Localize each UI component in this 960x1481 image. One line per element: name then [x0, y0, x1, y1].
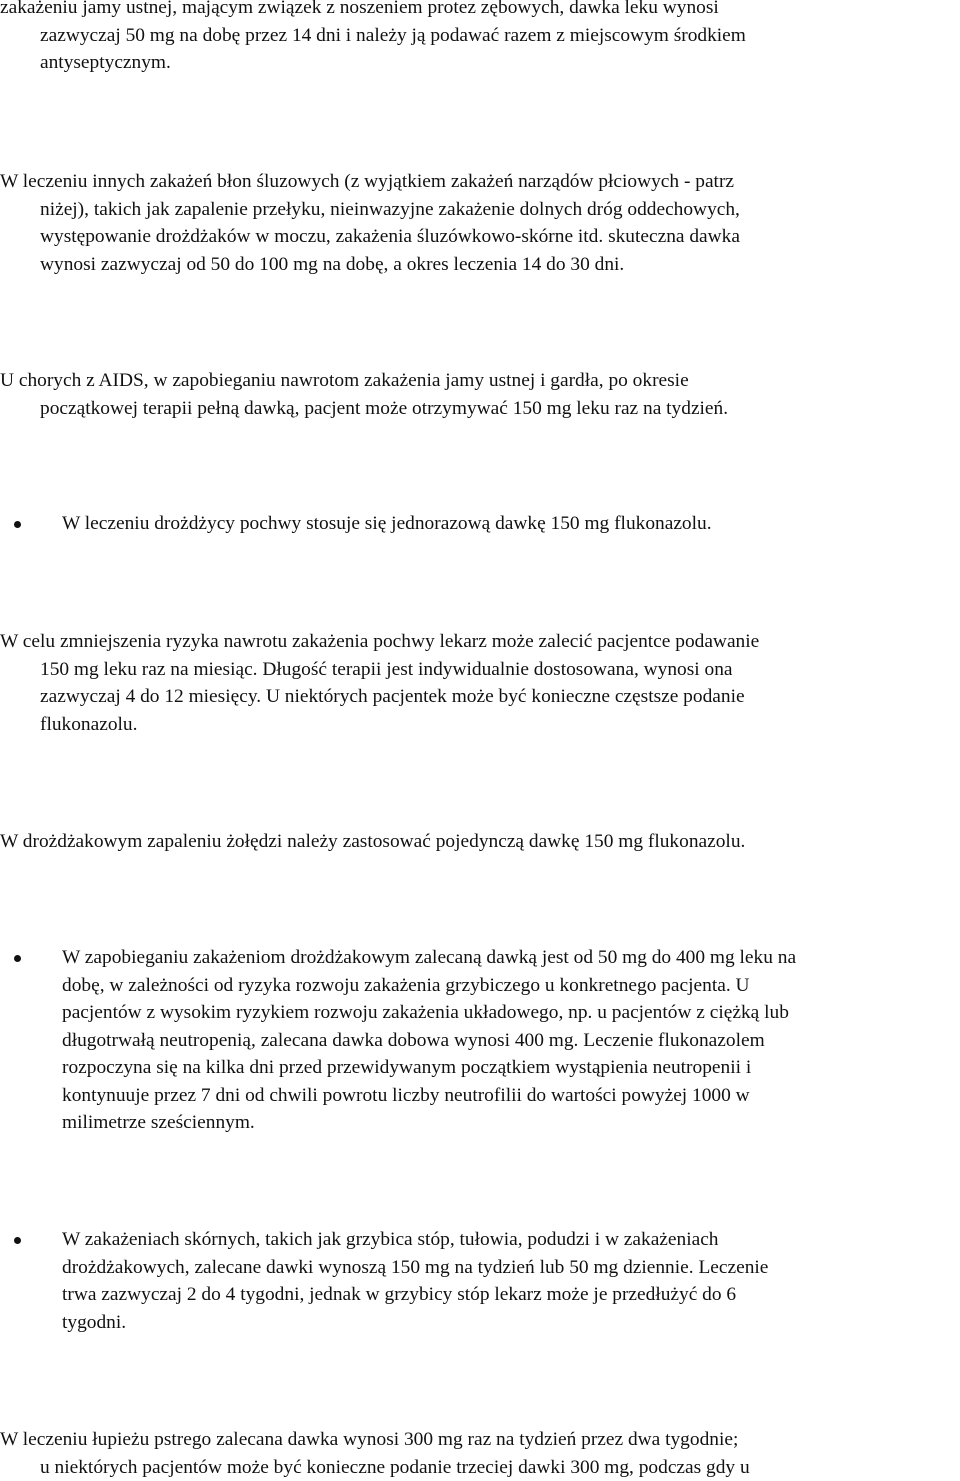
paragraph-balanitis: [0, 828, 960, 856]
bullet-icon: [14, 1237, 21, 1244]
bullet-item-prevention-candida: [0, 944, 960, 1137]
text-line: milimetrze sześciennym.: [62, 1112, 255, 1133]
text-line: niżej), takich jak zapalenie przełyku, nieinwazyjne zakażenie dolnych dróg oddechowych,: [40, 198, 740, 220]
text-line: kontynuuje przez 7 dni od chwili powrotu liczby neutrofilii do wartości powyżej 1000 w: [62, 1084, 750, 1106]
paragraph-oral-infection-dentures: [0, 0, 960, 77]
text-line: zazwyczaj 4 do 12 miesięcy. U niektórych pacjentek może być konieczne częstsze podanie: [40, 686, 745, 707]
text-line: flukonazolu.: [40, 713, 138, 735]
text-line: W drożdżakowym zapaleniu żołędzi należy zastosować pojedynczą dawkę 150 mg flukonazolu.: [0, 831, 746, 852]
text-line: W zapobieganiu zakażeniom drożdżakowym zalecaną dawką jest od 50 mg do 400 mg leku na: [62, 947, 797, 968]
paragraph-pityriasis-versicolor: [0, 1426, 960, 1481]
text-line: występowanie drożdżaków w moczu, zakażenia śluzówkowo-skórne itd. skuteczna dawka: [40, 226, 740, 247]
text-line: zakażeniu jamy ustnej, mającym związek z noszeniem protez zębowych, dawka leku wynosi: [0, 0, 719, 18]
text-line: W zakażeniach skórnych, takich jak grzybica stóp, tułowia, podudzi i w zakażeniach: [62, 1229, 719, 1250]
text-line: początkowej terapii pełną dawką, pacjent może otrzymywać 150 mg leku raz na tydzień.: [40, 397, 729, 419]
text-line: W leczeniu innych zakażeń błon śluzowych (z wyjątkiem zakażeń narządów płciowych - patrz: [0, 171, 735, 192]
bullet-icon: [14, 955, 21, 962]
bullet-item-vaginal-candidiasis: [0, 510, 960, 538]
text-line: zazwyczaj 50 mg na dobę przez 14 dni i należy ją podawać razem z miejscowym środkiem: [40, 24, 746, 46]
text-line: 150 mg leku raz na miesiąc. Długość terapii jest indywidualnie dostosowana, wynosi ona: [40, 658, 733, 680]
text-line: drożdżakowych, zalecane dawki wynoszą 150 mg na tydzień lub 50 mg dziennie. Leczenie: [62, 1256, 769, 1278]
text-line: antyseptycznym.: [40, 52, 171, 73]
bullet-item-skin-infections: [0, 1226, 960, 1336]
text-line: długotrwałą neutropenią, zalecana dawka dobowa wynosi 400 mg. Leczenie flukonazolem: [62, 1029, 765, 1051]
text-line: dobę, w zależności od ryzyka rozwoju zakażenia grzybiczego u konkretnego pacjenta. U: [62, 974, 750, 996]
text-line: W celu zmniejszenia ryzyka nawrotu zakażenia pochwy lekarz może zalecić pacjentce podawanie: [0, 631, 760, 652]
text-line: pacjentów z wysokim ryzykiem rozwoju zakażenia układowego, np. u pacjentów z ciężką lub: [62, 1002, 789, 1023]
text-line: wynosi zazwyczaj od 50 do 100 mg na dobę, a okres leczenia 14 do 30 dni.: [40, 253, 625, 275]
text-line: W leczeniu łupieżu pstrego zalecana dawka wynosi 300 mg raz na tydzień przez dwa tygodnie;: [0, 1429, 739, 1450]
text-line: rozpoczyna się na kilka dni przed przewidywanym początkiem wystąpienia neutropenii i: [62, 1057, 752, 1078]
text-line: tygodni.: [62, 1311, 127, 1333]
paragraph-aids-prevention: [0, 367, 960, 422]
text-line: W leczeniu drożdżycy pochwy stosuje się jednorazową dawkę 150 mg flukonazolu.: [62, 513, 712, 534]
text-line: trwa zazwyczaj 2 do 4 tygodni, jednak w grzybicy stóp lekarz może je przedłużyć do 6: [62, 1284, 737, 1305]
paragraph-recurrence-prevention: [0, 628, 960, 738]
bullet-icon: [14, 521, 21, 528]
text-line: U chorych z AIDS, w zapobieganiu nawrotom zakażenia jamy ustnej i gardła, po okresie: [0, 370, 689, 391]
paragraph-mucosal-infections: [0, 168, 960, 278]
text-line: u niektórych pacjentów może być konieczne podanie trzeciej dawki 300 mg, podczas gdy u: [40, 1456, 750, 1478]
